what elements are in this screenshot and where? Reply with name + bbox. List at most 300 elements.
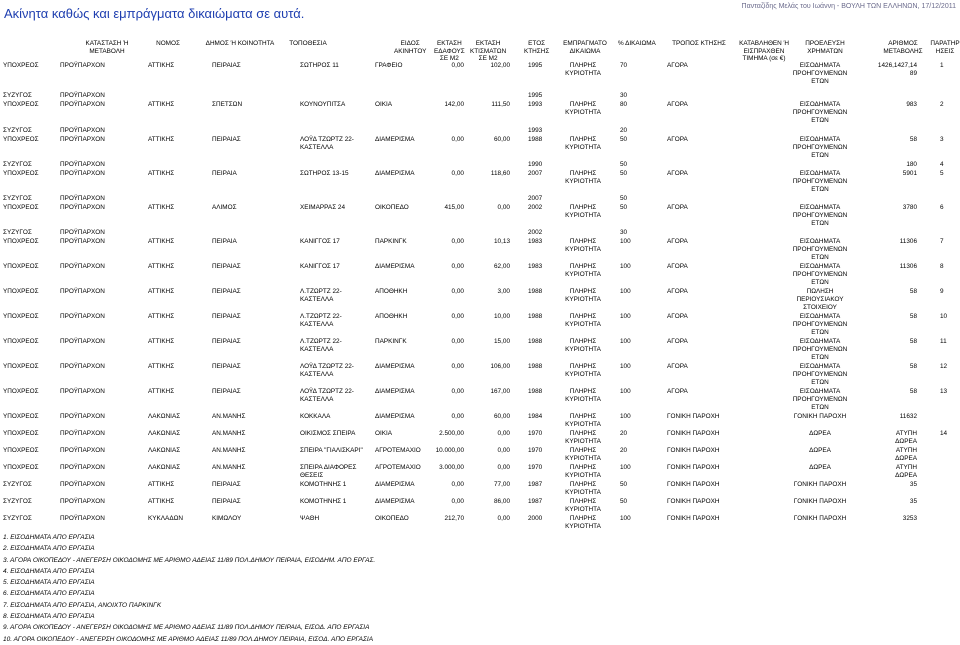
cell-pososto: 100 — [620, 413, 631, 420]
cell-eidos — [375, 363, 414, 371]
cell-edafos: 0,00 — [451, 413, 464, 420]
cell-owner: ΣΥΖΥΓΟΣ — [3, 195, 32, 202]
cell-line: ΚΥΡΙΟΤΗΤΑ — [565, 144, 601, 151]
cell-line: ΔΩΡΕΑ — [895, 438, 917, 445]
table-row — [0, 204, 960, 229]
cell-line: ΚΑΝΙΓΓΟΣ 17 — [300, 238, 340, 245]
cell-parat: 2 — [940, 101, 944, 108]
cell-dikaioma — [563, 101, 603, 117]
cell-nomos: ΛΑΚΩΝΙΑΣ — [148, 413, 181, 420]
cell-status: ΠΡΟΫΠΑΡΧΟΝ — [60, 313, 105, 320]
cell-dikaioma — [563, 363, 603, 379]
cell-etos: 1993 — [528, 127, 543, 134]
cell-line: ΨΑΘΗ — [300, 515, 320, 522]
cell-arithmos — [910, 388, 917, 396]
header-proeleusi — [800, 40, 850, 55]
cell-eidos — [375, 464, 421, 472]
cell-nomos: ΑΤΤΙΚΗΣ — [148, 204, 175, 211]
cell-etos: 1988 — [528, 388, 543, 395]
cell-eidos — [375, 62, 403, 70]
header-line: ΕΙΣΠΡΑΧΘΕΝ — [743, 47, 785, 55]
cell-pososto: 100 — [620, 515, 631, 522]
header-status — [60, 40, 154, 55]
cell-etos: 1990 — [528, 161, 543, 168]
cell-parat: 7 — [940, 238, 944, 245]
cell-nomos: ΚΥΚΛΑΔΩΝ — [148, 515, 183, 522]
cell-dimos: ΑΝ.ΜΑΝΗΣ — [212, 447, 246, 454]
header-line: ΑΡΙΘΜΟΣ — [888, 40, 918, 47]
cell-etos: 1988 — [528, 363, 543, 370]
cell-tropos: ΑΓΟΡΑ — [667, 136, 688, 143]
cell-proeleusi — [790, 363, 850, 387]
cell-parat: 1 — [940, 62, 944, 69]
cell-ktisma: 77,00 — [494, 481, 510, 488]
cell-parat: 11 — [940, 338, 947, 345]
cell-eidos — [375, 515, 409, 523]
cell-line: 11632 — [899, 413, 917, 420]
cell-line: 11306 — [899, 238, 917, 245]
cell-tropos: ΑΓΟΡΑ — [667, 263, 688, 270]
cell-proeleusi — [790, 263, 850, 287]
cell-line: 35 — [909, 498, 917, 505]
cell-edafos: 0,00 — [451, 62, 464, 69]
cell-ktisma: 0,00 — [497, 464, 510, 471]
cell-proeleusi — [790, 388, 850, 412]
cell-status: ΠΡΟΫΠΑΡΧΟΝ — [60, 263, 105, 270]
cell-nomos: ΑΤΤΙΚΗΣ — [148, 62, 175, 69]
cell-line: ΔΙΑΜΕΡΙΣΜΑ — [375, 363, 415, 370]
cell-eidos — [375, 388, 414, 396]
cell-proeleusi — [790, 430, 850, 438]
table-row — [0, 238, 960, 263]
cell-line: ΔΩΡΕΑ — [809, 447, 831, 454]
cell-arithmos — [910, 498, 917, 506]
cell-ktisma: 0,00 — [497, 204, 510, 211]
cell-parat: 8 — [940, 263, 944, 270]
cell-topo — [300, 313, 342, 329]
cell-etos: 1984 — [528, 413, 543, 420]
table-row — [0, 464, 960, 481]
cell-arithmos — [895, 447, 917, 463]
cell-line: ΘΕΣΕΙΣ — [300, 472, 324, 479]
cell-owner: ΥΠΟΧΡΕΟΣ — [3, 430, 39, 437]
cell-ktisma: 60,00 — [494, 136, 510, 143]
cell-status: ΠΡΟΫΠΑΡΧΟΝ — [60, 288, 105, 295]
cell-dikaioma — [563, 136, 603, 152]
cell-pososto: 100 — [620, 288, 631, 295]
cell-parat: 4 — [940, 161, 944, 168]
cell-proeleusi — [790, 338, 850, 362]
cell-ktisma: 86,00 — [494, 498, 510, 505]
cell-line: ΚΥΡΙΟΤΗΤΑ — [565, 396, 601, 403]
cell-line: ΠΡΟΗΓΟΥΜΕΝΩΝ — [792, 371, 848, 378]
cell-ktisma: 60,00 — [494, 413, 510, 420]
cell-topo — [300, 430, 355, 438]
cell-etos: 1988 — [528, 338, 543, 345]
cell-status: ΠΡΟΫΠΑΡΧΟΝ — [60, 498, 105, 505]
cell-line: ΚΥΡΙΟΤΗΤΑ — [565, 212, 601, 219]
cell-pososto: 50 — [620, 195, 628, 202]
header-line: ΕΤΟΣ — [528, 40, 546, 47]
cell-dikaioma — [563, 338, 603, 354]
table-row — [0, 161, 960, 170]
cell-dimos: ΑΝ.ΜΑΝΗΣ — [212, 430, 246, 437]
cell-edafos: 0,00 — [451, 338, 464, 345]
cell-arithmos — [910, 481, 917, 489]
cell-arithmos — [903, 515, 917, 523]
cell-nomos: ΑΤΤΙΚΗΣ — [148, 170, 175, 177]
cell-tropos: ΑΓΟΡΑ — [667, 62, 688, 69]
cell-line: ΠΛΗΡΗΣ — [569, 338, 597, 345]
cell-line: ΠΕΡΙΟΥΣΙΑΚΟΥ — [796, 296, 844, 303]
table-row — [0, 263, 960, 288]
cell-pososto: 50 — [620, 136, 628, 143]
header-line: ΜΕΤΑΒΟΛΗΣ — [883, 47, 923, 55]
cell-edafos: 212,70 — [444, 515, 464, 522]
cell-line: ΕΙΣΟΔΗΜΑΤΑ — [799, 238, 841, 245]
cell-ktisma: 167,00 — [490, 388, 510, 395]
cell-line: ΠΡΟΗΓΟΥΜΕΝΩΝ — [792, 70, 848, 77]
cell-line: ΚΟΜΟΤΗΝΗΣ 1 — [300, 498, 347, 505]
cell-line: ΣΤΟΙΧΕΙΟΥ — [803, 304, 837, 311]
header-pososto — [618, 40, 656, 48]
cell-arithmos — [900, 238, 917, 246]
cell-line: ΕΤΩΝ — [811, 117, 829, 124]
cell-ktisma: 15,00 — [494, 338, 510, 345]
header-line: ΚΤΙΣΜΑΤΩΝ — [470, 47, 507, 55]
cell-line: ΔΙΑΜΕΡΙΣΜΑ — [375, 136, 415, 143]
cell-etos: 1970 — [528, 447, 543, 454]
cell-eidos — [375, 288, 407, 296]
cell-line: ΟΙΚΟΠΕΔΟ — [375, 515, 409, 522]
cell-line: ΓΟΝΙΚΗ ΠΑΡΟΧΗ — [793, 515, 847, 522]
header-eidos — [394, 40, 426, 55]
table-row — [0, 288, 960, 313]
header-line: ΗΣΕΙΣ — [935, 47, 955, 55]
cell-line: ΑΓΡΟΤΕΜΑΧΙΟ — [375, 447, 421, 454]
cell-nomos: ΑΤΤΙΚΗΣ — [148, 498, 175, 505]
header-line: ΔΙΚΑΙΩΜΑ — [569, 47, 601, 55]
cell-dimos: ΑΝ.ΜΑΝΗΣ — [212, 464, 246, 471]
cell-proeleusi — [790, 464, 850, 472]
cell-pososto: 70 — [620, 62, 628, 69]
cell-line: ΕΤΩΝ — [811, 186, 829, 193]
cell-arithmos — [878, 62, 917, 78]
cell-parat: 10 — [940, 313, 948, 320]
cell-status: ΠΡΟΫΠΑΡΧΟΝ — [60, 515, 105, 522]
cell-owner: ΥΠΟΧΡΕΟΣ — [3, 363, 39, 370]
cell-pososto: 80 — [620, 101, 628, 108]
cell-etos: 1995 — [528, 62, 543, 69]
cell-line: 983 — [906, 101, 917, 108]
cell-edafos: 0,00 — [451, 481, 464, 488]
cell-pososto: 100 — [620, 263, 631, 270]
cell-ktisma: 106,00 — [490, 363, 510, 370]
cell-line: ΑΓΡΟΤΕΜΑΧΙΟ — [375, 464, 421, 471]
cell-status: ΠΡΟΫΠΑΡΧΟΝ — [60, 170, 105, 177]
cell-nomos: ΛΑΚΩΝΙΑΣ — [148, 430, 181, 437]
cell-line: ΠΛΗΡΗΣ — [569, 238, 597, 245]
cell-line: ΕΙΣΟΔΗΜΑΤΑ — [799, 363, 841, 370]
cell-line: 58 — [909, 313, 917, 320]
cell-etos: 1993 — [528, 101, 543, 108]
cell-line: ΚΟΜΟΤΗΝΗΣ 1 — [300, 481, 347, 488]
cell-arithmos — [900, 413, 917, 421]
cell-line: 35 — [909, 481, 917, 488]
cell-edafos: 0,00 — [451, 288, 464, 295]
table-row — [0, 229, 960, 238]
cell-line: ΚΑΣΤΕΛΛΑ — [300, 371, 334, 378]
header-line: ΧΡΗΜΑΤΩΝ — [807, 47, 843, 55]
cell-line: ΠΛΗΡΗΣ — [569, 101, 597, 108]
cell-dikaioma — [563, 263, 603, 279]
cell-line: ΚΑΣΤΕΛΛΑ — [300, 296, 334, 303]
cell-line: ΚΥΡΙΟΤΗΤΑ — [565, 472, 601, 479]
cell-line: ΚΥΡΙΟΤΗΤΑ — [565, 421, 601, 428]
cell-line: ΕΤΩΝ — [811, 404, 829, 411]
header-line: ΤΟΠΟΘΕΣΙΑ — [289, 40, 327, 47]
cell-etos: 1987 — [528, 481, 543, 488]
cell-topo — [300, 515, 319, 523]
cell-owner: ΥΠΟΧΡΕΟΣ — [3, 288, 39, 295]
cell-status: ΠΡΟΫΠΑΡΧΟΝ — [60, 127, 105, 134]
cell-dikaioma — [563, 388, 603, 404]
cell-status: ΠΡΟΫΠΑΡΧΟΝ — [60, 62, 105, 69]
cell-arithmos — [910, 288, 917, 296]
cell-dikaioma — [563, 62, 603, 78]
cell-parat: 5 — [940, 170, 944, 177]
cell-status: ΠΡΟΫΠΑΡΧΟΝ — [60, 430, 105, 437]
cell-owner: ΣΥΖΥΓΟΣ — [3, 92, 32, 99]
cell-line: 3780 — [902, 204, 917, 211]
header-line: ΣΕ Μ2 — [439, 55, 459, 63]
cell-line: ΠΛΗΡΗΣ — [569, 413, 597, 420]
cell-tropos: ΑΓΟΡΑ — [667, 388, 688, 395]
cell-proeleusi — [790, 204, 850, 228]
cell-dikaioma — [563, 288, 603, 304]
cell-line: ΚΟΥΝΟΥΠΙΤΣΑ — [300, 101, 346, 108]
cell-eidos — [375, 413, 414, 421]
cell-line: ΚΥΡΙΟΤΗΤΑ — [565, 246, 601, 253]
cell-topo — [300, 447, 363, 455]
cell-line: 58 — [909, 363, 917, 370]
cell-line: Λ.ΤΖΩΡΤΖ 22- — [300, 338, 342, 345]
cell-tropos: ΑΓΟΡΑ — [667, 101, 688, 108]
asset-table — [0, 62, 960, 532]
cell-tropos: ΑΓΟΡΑ — [667, 363, 688, 370]
cell-arithmos — [903, 204, 917, 212]
header-line: ΚΑΤΑΒΛΗΘΕΝ Ή — [739, 40, 789, 47]
cell-line: ΛΟΫΔ ΤΖΩΡΤΖ 22- — [300, 136, 354, 143]
cell-proeleusi — [790, 62, 850, 86]
cell-line: ΕΤΩΝ — [811, 279, 829, 286]
cell-arithmos — [906, 161, 917, 169]
cell-line: ΕΙΣΟΔΗΜΑΤΑ — [799, 263, 841, 270]
cell-line: ΕΤΩΝ — [811, 379, 829, 386]
cell-ktisma: 102,00 — [490, 62, 510, 69]
header-line: ΕΙΔΟΣ — [400, 40, 420, 47]
cell-line: ΔΩΡΕΑ — [809, 430, 831, 437]
header-topothesia — [283, 40, 333, 48]
cell-etos: 2007 — [528, 170, 543, 177]
cell-line: ΕΤΩΝ — [811, 78, 829, 85]
table-row — [0, 413, 960, 430]
footnote: 7. ΕΙΣΟΔΗΜΑΤΑ ΑΠΟ ΕΡΓΑΣΙΑ, ΑΝΟΙΧΤΟ ΠΑΡΚΙΝΓΚ — [3, 601, 162, 609]
cell-line: ΚΥΡΙΟΤΗΤΑ — [565, 506, 601, 513]
footnote: 5. ΕΙΣΟΔΗΜΑΤΑ ΑΠΟ ΕΡΓΑΣΙΑ — [3, 579, 95, 587]
cell-nomos: ΑΤΤΙΚΗΣ — [148, 101, 175, 108]
cell-line: ΚΥΡΙΟΤΗΤΑ — [565, 109, 601, 116]
cell-status: ΠΡΟΫΠΑΡΧΟΝ — [60, 92, 105, 99]
cell-line: ΠΛΗΡΗΣ — [569, 204, 597, 211]
cell-dimos: ΠΕΙΡΑΙΑ — [212, 170, 237, 177]
cell-line: ΣΩΤΗΡΟΣ 13-15 — [300, 170, 349, 177]
cell-line: ΚΥΡΙΟΤΗΤΑ — [565, 523, 601, 530]
cell-ktisma: 10,00 — [494, 313, 510, 320]
cell-nomos: ΑΤΤΙΚΗΣ — [148, 338, 175, 345]
cell-line: ΠΡΟΗΓΟΥΜΕΝΩΝ — [792, 144, 848, 151]
cell-line: ΠΛΗΡΗΣ — [569, 388, 597, 395]
table-row — [0, 430, 960, 447]
cell-line: ΚΑΣΤΕΛΛΑ — [300, 346, 334, 353]
cell-eidos — [375, 136, 414, 144]
cell-status: ΠΡΟΫΠΑΡΧΟΝ — [60, 363, 105, 370]
cell-line: ΠΛΗΡΗΣ — [569, 62, 597, 69]
cell-line: ΠΛΗΡΗΣ — [569, 313, 597, 320]
table-row — [0, 498, 960, 515]
cell-pososto: 50 — [620, 481, 628, 488]
cell-etos: 1988 — [528, 288, 543, 295]
cell-line: ΑΤΥΠΗ — [895, 464, 917, 471]
cell-dimos: ΠΕΙΡΑΙΑΣ — [212, 136, 241, 143]
cell-line: ΠΛΗΡΗΣ — [569, 288, 597, 295]
header-line: ΤΙΜΗΜΑ (σε €) — [742, 55, 786, 63]
cell-etos: 1988 — [528, 136, 543, 143]
cell-line: ΑΠΟΘΗΚΗ — [375, 313, 408, 320]
cell-dimos: ΑΛΙΜΟΣ — [212, 204, 237, 211]
cell-owner: ΣΥΖΥΓΟΣ — [3, 481, 32, 488]
cell-nomos: ΑΤΤΙΚΗΣ — [148, 136, 175, 143]
cell-owner: ΥΠΟΧΡΕΟΣ — [3, 413, 39, 420]
cell-line: ΓΟΝΙΚΗ ΠΑΡΟΧΗ — [793, 498, 847, 505]
cell-topo — [300, 170, 349, 178]
header-line: ΠΑΡΑΤΗΡ — [930, 40, 960, 47]
cell-proeleusi — [790, 101, 850, 125]
cell-proeleusi — [790, 447, 850, 455]
cell-line: ΟΙΚΙΑ — [375, 430, 393, 437]
cell-tropos: ΑΓΟΡΑ — [667, 204, 688, 211]
cell-line: 89 — [909, 70, 917, 77]
cell-tropos: ΑΓΟΡΑ — [667, 313, 688, 320]
cell-ktisma: 118,60 — [490, 170, 510, 177]
cell-eidos — [375, 101, 392, 109]
cell-owner: ΥΠΟΧΡΕΟΣ — [3, 464, 39, 471]
footnote: 10. ΑΓΟΡΑ ΟΙΚΟΠΕΔΟΥ - ΑΝΕΓΕΡΣΗ ΟΙΚΟΔΟΜΗΣ ΜΕ ΑΡΙΘΜΟ ΑΔΕΙΑΣ 11/89 ΠΟΛ.ΔΗΜΟΥ ΠΕΙΡΑΙΑ, ΕΙΣΟΔ. ΑΠΟ ΕΡΓΑΣΙΑ — [3, 635, 374, 643]
cell-topo — [300, 338, 342, 354]
cell-topo — [300, 238, 340, 246]
cell-arithmos — [900, 263, 917, 271]
cell-edafos: 0,00 — [451, 136, 464, 143]
cell-dimos: ΠΕΙΡΑΙΑΣ — [212, 62, 241, 69]
header-empragmato — [563, 40, 607, 55]
cell-pososto: 100 — [620, 238, 631, 245]
cell-line: ΣΠΕΙΡΑ "ΓΙΑΛΙΣΚΑΡΙ" — [300, 447, 363, 454]
cell-nomos: ΑΤΤΙΚΗΣ — [148, 313, 175, 320]
cell-owner: ΥΠΟΧΡΕΟΣ — [3, 263, 39, 270]
cell-line: ΔΙΑΜΕΡΙΣΜΑ — [375, 263, 415, 270]
footnote: 8. ΕΙΣΟΔΗΜΑΤΑ ΑΠΟ ΕΡΓΑΣΙΑ — [3, 613, 95, 621]
cell-dimos: ΠΕΙΡΑΙΑΣ — [212, 313, 241, 320]
cell-line: ΠΛΗΡΗΣ — [569, 263, 597, 270]
cell-pososto: 30 — [620, 92, 628, 99]
cell-proeleusi — [790, 238, 850, 262]
cell-line: ΚΟΚΚΑΛΑ — [300, 413, 331, 420]
table-row — [0, 481, 960, 498]
cell-topo — [300, 136, 354, 152]
cell-topo — [300, 498, 346, 506]
cell-topo — [300, 481, 346, 489]
cell-ktisma: 0,00 — [497, 515, 510, 522]
table-row — [0, 338, 960, 363]
cell-line: ΕΙΣΟΔΗΜΑΤΑ — [799, 313, 841, 320]
cell-status: ΠΡΟΫΠΑΡΧΟΝ — [60, 136, 105, 143]
cell-line: ΕΤΩΝ — [811, 329, 829, 336]
cell-line: ΠΛΗΡΗΣ — [569, 481, 597, 488]
table-row — [0, 101, 960, 127]
cell-owner: ΥΠΟΧΡΕΟΣ — [3, 388, 39, 395]
cell-line: ΠΡΟΗΓΟΥΜΕΝΩΝ — [792, 246, 848, 253]
cell-etos: 1970 — [528, 464, 543, 471]
cell-parat: 9 — [940, 288, 944, 295]
cell-line: ΔΙΑΜΕΡΙΣΜΑ — [375, 170, 415, 177]
cell-line: 1426,1427,14 — [877, 62, 917, 69]
cell-line: ΕΤΩΝ — [811, 220, 829, 227]
cell-arithmos — [906, 101, 917, 109]
cell-etos: 2002 — [528, 229, 543, 236]
header-line: ΔΗΜΟΣ Ή ΚΟΙΝΟΤΗΤΑ — [205, 40, 275, 47]
cell-line: ΚΥΡΙΟΤΗΤΑ — [565, 178, 601, 185]
cell-owner: ΥΠΟΧΡΕΟΣ — [3, 204, 39, 211]
cell-nomos: ΑΤΤΙΚΗΣ — [148, 238, 175, 245]
cell-tropos: ΓΟΝΙΚΗ ΠΑΡΟΧΗ — [667, 413, 720, 420]
header-line: ΑΚΙΝΗΤΟΥ — [394, 47, 427, 55]
cell-line: 58 — [909, 288, 917, 295]
cell-owner: ΥΠΟΧΡΕΟΣ — [3, 447, 39, 454]
cell-nomos: ΛΑΚΩΝΙΑΣ — [148, 464, 181, 471]
cell-line: ΠΛΗΡΗΣ — [569, 363, 597, 370]
cell-edafos: 0,00 — [451, 498, 464, 505]
cell-pososto: 20 — [620, 430, 628, 437]
cell-status: ΠΡΟΫΠΑΡΧΟΝ — [60, 413, 105, 420]
cell-parat: 13 — [940, 388, 948, 395]
cell-eidos — [375, 170, 414, 178]
cell-edafos: 0,00 — [451, 238, 464, 245]
cell-dimos: ΠΕΙΡΑΙΑΣ — [212, 498, 241, 505]
header-dimos — [205, 40, 275, 48]
cell-line: ΓΟΝΙΚΗ ΠΑΡΟΧΗ — [793, 413, 847, 420]
cell-line: ΠΛΗΡΗΣ — [569, 136, 597, 143]
table-row — [0, 388, 960, 413]
table-row — [0, 170, 960, 195]
cell-line: ΕΙΣΟΔΗΜΑΤΑ — [799, 388, 841, 395]
cell-dimos: ΠΕΙΡΑΙΑΣ — [212, 481, 241, 488]
cell-line: ΠΛΗΡΗΣ — [569, 498, 597, 505]
cell-nomos: ΑΤΤΙΚΗΣ — [148, 288, 175, 295]
header-line: ΠΡΟΕΛΕΥΣΗ — [805, 40, 845, 47]
cell-dimos: ΣΠΕΤΣΩΝ — [212, 101, 243, 108]
cell-line: ΑΤΥΠΗ — [895, 430, 917, 437]
footnote: 6. ΕΙΣΟΔΗΜΑΤΑ ΑΠΟ ΕΡΓΑΣΙΑ — [3, 590, 95, 598]
